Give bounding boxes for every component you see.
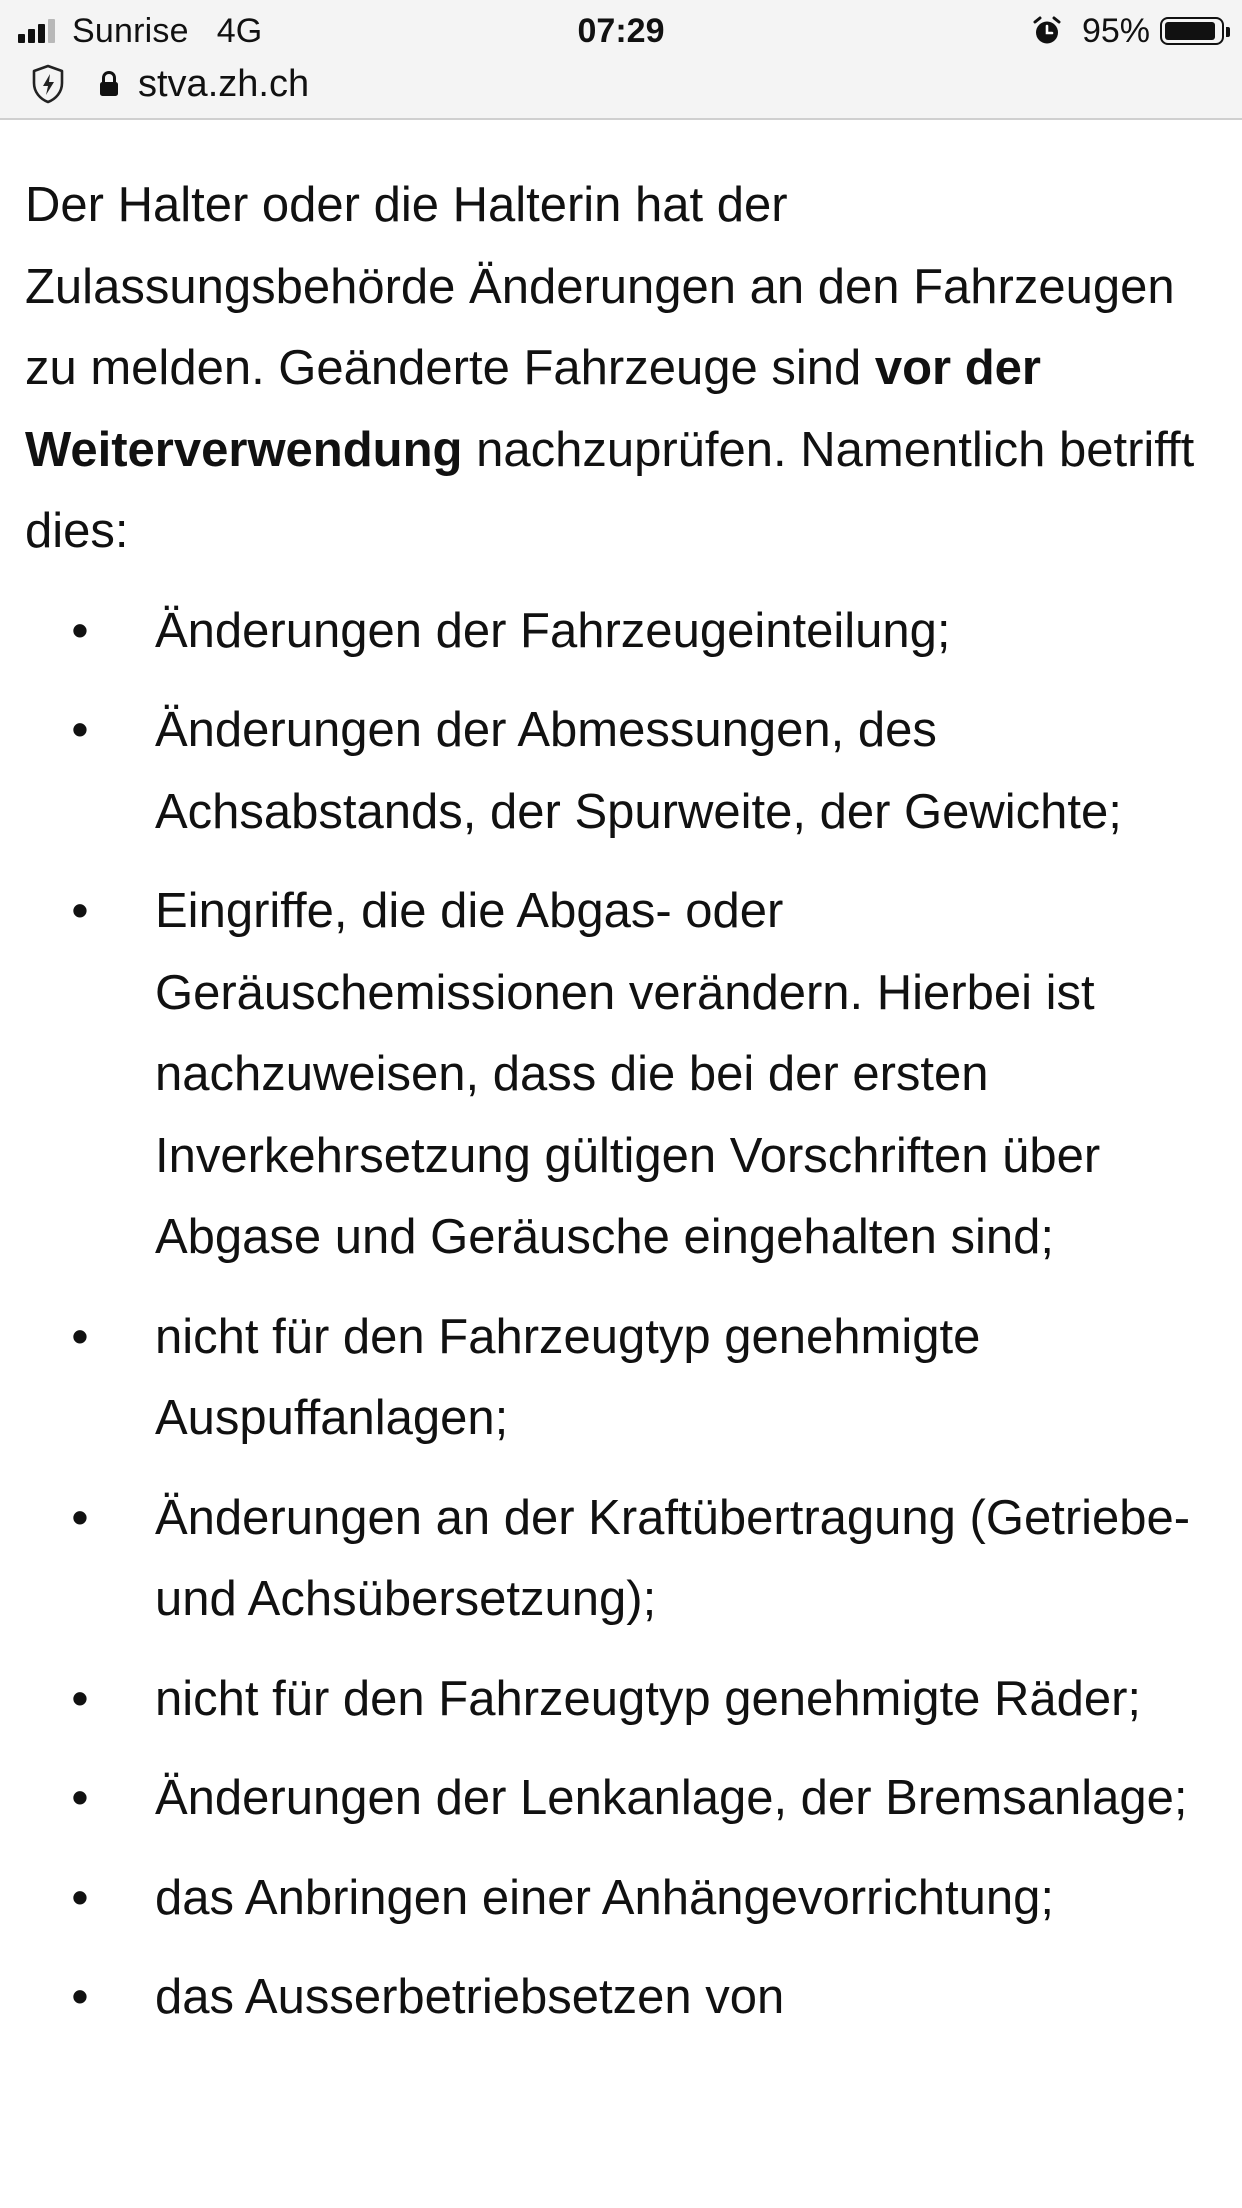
- list-item: [25, 871, 1220, 1279]
- status-right: [1032, 10, 1224, 52]
- bullet-icon: •: [71, 1490, 89, 1545]
- bullet-icon: •: [71, 1870, 89, 1925]
- lock-icon: [98, 70, 120, 98]
- intro-bold-text: vor der Weiterverwendung: [25, 341, 1041, 477]
- list-item-text: nicht für den Fahrzeugtyp genehmigte Auspuffanlagen;: [155, 1309, 981, 1445]
- list-item-text: nicht für den Fahrzeugtyp genehmigte Räder;: [155, 1671, 1142, 1726]
- network-type: 4G: [216, 11, 263, 50]
- list-item: [25, 1297, 1220, 1460]
- list-item: [25, 1758, 1220, 1840]
- carrier-name: Sunrise: [72, 11, 189, 50]
- url-text[interactable]: stva.zh.ch: [138, 63, 310, 105]
- address-bar[interactable]: [0, 62, 1242, 120]
- bullet-icon: •: [71, 1970, 89, 2024]
- list-item-text: Änderungen der Fahrzeugeinteilung;: [155, 603, 951, 658]
- status-bar: [0, 0, 1242, 62]
- list-item: [25, 1957, 1220, 2039]
- battery-percent: 95%: [1081, 11, 1150, 50]
- status-time: 07:29: [577, 12, 665, 50]
- battery-cap: [1226, 27, 1230, 37]
- bullet-icon: •: [71, 603, 89, 658]
- bullet-icon: •: [71, 1309, 89, 1364]
- list-item: [25, 1858, 1220, 1940]
- list-item: [25, 591, 1220, 673]
- bullet-icon: •: [71, 703, 89, 757]
- intro-paragraph: [25, 165, 1220, 573]
- list-item-text: Änderungen der Lenkanlage, der Bremsanlage;: [155, 1771, 1188, 1825]
- bullet-icon: •: [71, 884, 89, 938]
- list-item: [25, 690, 1220, 853]
- article-content: [25, 165, 1220, 2057]
- intro-text-start: Der Halter oder die Halterin hat der Zulassungsbehörde Änderungen an den Fahrzeugen zu melden. Geänderte Fahrzeuge sind: [25, 178, 1175, 395]
- intro-text-end: nachzuprüfen. Namentlich betrifft dies:: [25, 422, 1195, 558]
- list-item: [25, 1659, 1220, 1741]
- battery-fill: [1165, 22, 1215, 40]
- list-item-text: Änderungen an der Kraftübertragung (Getriebe- und Achsübersetzung);: [155, 1490, 1191, 1626]
- list-item-text: das Ausserbetriebsetzen von: [155, 1970, 785, 2024]
- bullet-icon: •: [71, 1671, 89, 1726]
- change-list: [25, 591, 1220, 2039]
- list-item-text: Änderungen der Abmessungen, des Achsabstands, der Spurweite, der Gewichte;: [155, 703, 1122, 839]
- list-item-text: das Anbringen einer Anhängevorrichtung;: [155, 1870, 1054, 1925]
- shield-icon[interactable]: [30, 62, 66, 106]
- bullet-icon: •: [71, 1771, 89, 1825]
- list-item-text: Eingriffe, die die Abgas- oder Geräuschemissionen verändern. Hierbei ist nachzuweisen, dass die bei der ersten Inverkehrsetzung gültigen Vorschriften über Abgase und Geräusche eingehalten sind;: [155, 884, 1101, 1264]
- battery-icon: [1160, 17, 1224, 45]
- alarm-icon: [1032, 16, 1062, 46]
- list-item: [25, 1478, 1220, 1641]
